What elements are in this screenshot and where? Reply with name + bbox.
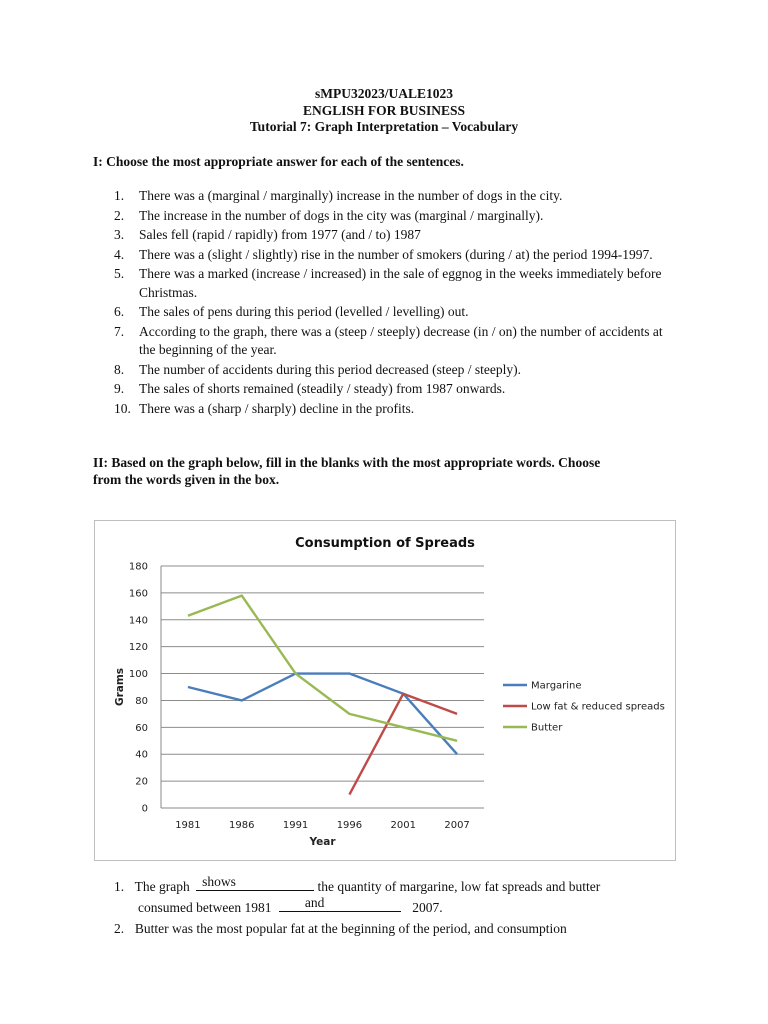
question-1-text-pre: The graph	[134, 879, 190, 894]
question-item	[114, 246, 674, 265]
question-number: 2.	[114, 207, 125, 223]
question-number: 3.	[114, 227, 125, 242]
question-number: 10.	[114, 400, 131, 416]
question-text: The number of accidents during this period decreased (steep / steeply).	[139, 361, 521, 377]
question-2-number: 2.	[114, 921, 125, 936]
question-item	[114, 187, 674, 206]
x-tick-label: 1996	[336, 820, 363, 831]
question-item	[114, 207, 674, 226]
question-2	[114, 919, 674, 938]
question-item	[114, 400, 674, 419]
question-number: 1.	[114, 188, 125, 203]
question-text: There was a marked (increase / increased) in the sale of eggnog in the weeks immediately before Christmas.	[139, 266, 662, 300]
course-title: ENGLISH FOR BUSINESS	[302, 102, 466, 118]
question-1-number: 1.	[114, 879, 125, 894]
section-2-title: II: Based on the graph below, fill in the blanks with the most appropriate words. Choose from the words given in the box.	[93, 455, 601, 487]
question-number: 7.	[114, 323, 125, 339]
x-tick-label: 1981	[175, 820, 201, 831]
y-axis-label: Grams	[114, 667, 126, 707]
y-tick-label: 0	[141, 803, 148, 815]
legend-label: Margarine	[531, 680, 582, 692]
question-text: According to the graph, there was a (steep / steeply) decrease (in / on) the number of accidents at the beginning of the year.	[139, 323, 663, 357]
legend-label: Low fat & reduced spreads	[531, 701, 665, 713]
question-1-line2-post: 2007.	[412, 900, 443, 915]
y-tick-label: 180	[128, 561, 148, 573]
y-tick-label: 40	[135, 749, 148, 761]
question-text: There was a (slight / slightly) rise in the number of smokers (during / at) the period 1994-1997.	[139, 246, 653, 262]
series-line-margarine	[188, 674, 457, 755]
legend-label: Butter	[531, 722, 563, 734]
tutorial-title: Tutorial 7: Graph Interpretation – Vocabulary	[249, 119, 519, 134]
x-axis-label: Year	[309, 836, 336, 848]
question-item	[114, 380, 674, 399]
question-item	[114, 303, 674, 322]
question-number: 4.	[114, 246, 125, 262]
question-number: 9.	[114, 381, 125, 396]
y-tick-label: 140	[128, 615, 148, 627]
question-text: The sales of shorts remained (steadily / steady) from 1987 onwards.	[139, 381, 506, 396]
question-list	[114, 187, 674, 419]
series-line-low-fat-reduced-spreads	[349, 694, 457, 795]
question-text: Sales fell (rapid / rapidly) from 1977 (and / to) 1987	[139, 227, 421, 242]
course-code: sMPU32023/UALE1023	[315, 86, 453, 101]
y-tick-label: 60	[135, 722, 148, 734]
chart-title: Consumption of Spreads	[295, 536, 475, 551]
question-number: 5.	[114, 266, 125, 281]
x-tick-label: 2001	[390, 820, 416, 831]
y-tick-label: 100	[128, 669, 148, 681]
blank-1-answer: shows	[202, 874, 236, 889]
question-1	[114, 875, 674, 896]
question-item	[114, 226, 674, 245]
blank-2[interactable]	[279, 896, 401, 912]
question-1-line-2	[114, 896, 674, 917]
question-item	[114, 361, 674, 380]
section-2-questions	[114, 875, 674, 938]
question-1-line2-pre: consumed between 1981	[138, 900, 272, 915]
question-text: The increase in the number of dogs in the city was (marginal / marginally).	[139, 207, 544, 223]
question-number: 6.	[114, 304, 125, 319]
series-line-butter	[188, 596, 457, 741]
question-1-text-mid: the quantity of margarine, low fat spreads and butter	[317, 879, 601, 894]
blank-2-answer: and	[304, 895, 325, 910]
y-tick-label: 20	[135, 776, 148, 788]
chart-svg	[95, 521, 677, 862]
x-tick-label: 1991	[282, 820, 309, 831]
x-tick-label: 2007	[444, 820, 470, 831]
y-tick-label: 80	[135, 695, 148, 707]
question-number: 8.	[114, 361, 125, 377]
question-text: There was a (marginal / marginally) increase in the number of dogs in the city.	[139, 188, 563, 203]
y-tick-label: 160	[128, 588, 148, 600]
blank-1[interactable]	[196, 875, 314, 891]
question-2-text: Butter was the most popular fat at the beginning of the period, and consumption	[134, 921, 567, 936]
question-item	[114, 265, 674, 302]
document-header	[0, 86, 768, 136]
question-item	[114, 323, 674, 360]
question-text: There was a (sharp / sharply) decline in the profits.	[139, 400, 415, 416]
consumption-chart	[94, 520, 676, 861]
y-tick-label: 120	[128, 642, 148, 654]
section-1-title: I: Choose the most appropriate answer for each of the sentences.	[93, 154, 464, 169]
x-tick-label: 1986	[229, 820, 255, 831]
question-text: The sales of pens during this period (levelled / levelling) out.	[139, 304, 469, 319]
